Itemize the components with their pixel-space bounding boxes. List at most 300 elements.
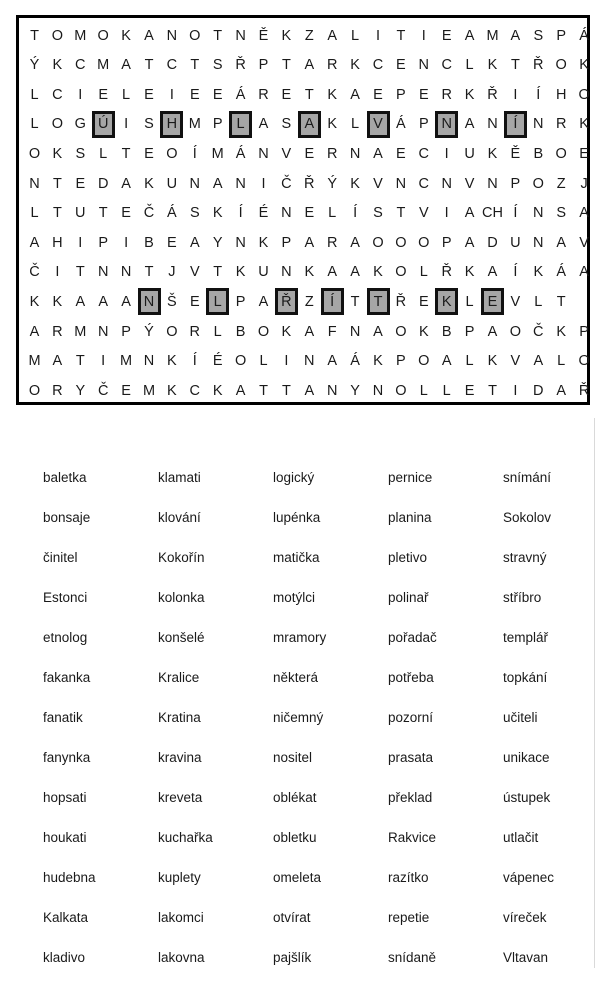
grid-cell[interactable]: N	[372, 382, 384, 399]
grid-cell[interactable]: P	[281, 234, 292, 251]
grid-cell[interactable]: C	[441, 57, 452, 74]
grid-cell[interactable]: G	[74, 116, 86, 133]
grid-cell[interactable]: J	[168, 264, 176, 281]
grid-cell[interactable]: K	[167, 382, 177, 399]
grid-cell[interactable]: S	[189, 205, 200, 222]
grid-cell[interactable]: A	[350, 86, 360, 103]
grid-cell[interactable]: T	[144, 264, 154, 281]
highlighted-grid-cell[interactable]: N	[138, 288, 161, 315]
grid-cell[interactable]: P	[396, 86, 406, 103]
grid-cell[interactable]: E	[189, 86, 200, 103]
grid-cell[interactable]: F	[327, 323, 337, 340]
grid-cell[interactable]: T	[396, 27, 406, 44]
grid-cell[interactable]: A	[556, 234, 567, 251]
grid-cell[interactable]: L	[30, 116, 39, 133]
grid-cell[interactable]: Í	[192, 145, 197, 162]
grid-cell[interactable]: M	[188, 116, 201, 133]
grid-cell[interactable]: T	[121, 145, 131, 162]
grid-cell[interactable]: M	[120, 353, 133, 370]
grid-cell[interactable]: L	[351, 116, 360, 133]
grid-cell[interactable]: S	[144, 116, 154, 133]
grid-cell[interactable]: T	[488, 382, 497, 399]
grid-cell[interactable]: A	[464, 116, 475, 133]
grid-cell[interactable]: V	[281, 145, 292, 162]
grid-cell[interactable]: E	[304, 145, 315, 162]
grid-cell[interactable]: Č	[281, 175, 292, 192]
grid-cell[interactable]: I	[375, 27, 381, 44]
grid-cell[interactable]: L	[534, 293, 543, 310]
grid-cell[interactable]: U	[258, 264, 269, 281]
grid-cell[interactable]: K	[373, 353, 383, 370]
grid-cell[interactable]: L	[122, 86, 131, 103]
grid-cell[interactable]: E	[441, 27, 452, 44]
grid-cell[interactable]: P	[121, 323, 131, 340]
grid-cell[interactable]: K	[29, 293, 40, 310]
grid-cell[interactable]: Y	[75, 382, 86, 399]
grid-cell[interactable]: J	[580, 175, 588, 192]
grid-cell[interactable]: I	[169, 86, 174, 103]
grid-cell[interactable]: A	[258, 116, 269, 133]
grid-cell[interactable]: N	[418, 57, 430, 74]
grid-cell[interactable]: E	[579, 145, 589, 162]
grid-cell[interactable]: N	[166, 27, 178, 44]
grid-cell[interactable]: E	[304, 205, 315, 222]
grid-cell[interactable]: L	[465, 293, 474, 310]
grid-cell[interactable]: N	[120, 264, 132, 281]
grid-cell[interactable]: O	[418, 234, 430, 251]
grid-cell[interactable]: Í	[238, 205, 243, 222]
grid-cell[interactable]: C	[166, 57, 178, 74]
highlighted-grid-cell[interactable]: N	[435, 111, 458, 138]
grid-cell[interactable]: R	[52, 382, 63, 399]
grid-cell[interactable]: Č	[29, 264, 40, 281]
grid-cell[interactable]: T	[259, 382, 268, 399]
grid-cell[interactable]: E	[396, 145, 406, 162]
grid-cell[interactable]: Í	[513, 205, 518, 222]
grid-cell[interactable]: K	[327, 86, 338, 103]
grid-cell[interactable]: O	[578, 353, 590, 370]
grid-cell[interactable]: É	[258, 205, 269, 222]
grid-cell[interactable]: N	[487, 175, 498, 192]
grid-cell[interactable]: C	[52, 86, 63, 103]
grid-cell[interactable]: P	[98, 234, 109, 251]
grid-cell[interactable]: S	[212, 57, 223, 74]
grid-cell[interactable]: N	[395, 175, 407, 192]
grid-cell[interactable]: O	[395, 234, 407, 251]
grid-cell[interactable]: N	[235, 234, 246, 251]
grid-cell[interactable]: T	[281, 382, 291, 399]
grid-cell[interactable]: R	[189, 323, 201, 340]
grid-cell[interactable]: T	[190, 57, 200, 74]
grid-cell[interactable]: C	[372, 57, 384, 74]
grid-cell[interactable]: Á	[579, 27, 589, 44]
grid-cell[interactable]: Ř	[395, 293, 407, 310]
grid-cell[interactable]: N	[235, 175, 246, 192]
grid-cell[interactable]: M	[142, 382, 156, 399]
grid-cell[interactable]: K	[464, 86, 475, 103]
grid-cell[interactable]: P	[418, 116, 429, 133]
grid-cell[interactable]: P	[212, 116, 223, 133]
grid-cell[interactable]: U	[510, 234, 521, 251]
grid-cell[interactable]: K	[281, 323, 292, 340]
grid-cell[interactable]: Č	[97, 382, 109, 399]
highlighted-grid-cell[interactable]: L	[229, 111, 252, 138]
grid-cell[interactable]: Í	[513, 264, 518, 281]
grid-cell[interactable]: U	[75, 205, 86, 222]
grid-cell[interactable]: I	[444, 205, 449, 222]
grid-cell[interactable]: A	[464, 27, 475, 44]
grid-cell[interactable]: T	[75, 353, 85, 370]
grid-cell[interactable]: L	[259, 353, 268, 370]
grid-cell[interactable]: Y	[350, 382, 360, 399]
grid-cell[interactable]: A	[533, 353, 544, 370]
grid-cell[interactable]: K	[235, 264, 246, 281]
grid-cell[interactable]: E	[75, 175, 86, 192]
grid-cell[interactable]: N	[349, 145, 361, 162]
grid-cell[interactable]: Ř	[304, 175, 315, 192]
grid-cell[interactable]: A	[29, 323, 40, 340]
grid-cell[interactable]: P	[510, 175, 521, 192]
grid-cell[interactable]: T	[213, 27, 223, 44]
grid-cell[interactable]: R	[52, 323, 63, 340]
grid-cell[interactable]: V	[373, 175, 383, 192]
grid-cell[interactable]: T	[98, 205, 108, 222]
grid-cell[interactable]: M	[97, 57, 110, 74]
highlighted-grid-cell[interactable]: H	[160, 111, 183, 138]
grid-cell[interactable]: A	[373, 323, 383, 340]
grid-cell[interactable]: A	[464, 205, 475, 222]
grid-cell[interactable]: Í	[536, 86, 541, 103]
grid-cell[interactable]: L	[419, 264, 428, 281]
grid-cell[interactable]: A	[327, 353, 338, 370]
grid-cell[interactable]: O	[578, 86, 590, 103]
grid-cell[interactable]: K	[212, 382, 223, 399]
grid-cell[interactable]: E	[121, 205, 131, 222]
grid-cell[interactable]: C	[418, 175, 430, 192]
grid-cell[interactable]: A	[52, 353, 63, 370]
grid-cell[interactable]: A	[327, 264, 338, 281]
grid-cell[interactable]: Ý	[327, 175, 338, 192]
grid-cell[interactable]: Í	[353, 205, 358, 222]
grid-cell[interactable]: O	[51, 27, 64, 44]
grid-cell[interactable]: B	[235, 323, 246, 340]
grid-cell[interactable]: K	[556, 323, 567, 340]
grid-cell[interactable]: B	[533, 145, 544, 162]
grid-cell[interactable]: R	[326, 234, 338, 251]
grid-cell[interactable]: E	[167, 234, 177, 251]
grid-cell[interactable]: P	[464, 323, 475, 340]
grid-cell[interactable]: N	[189, 175, 201, 192]
grid-cell[interactable]: K	[487, 145, 498, 162]
grid-cell[interactable]: O	[555, 57, 567, 74]
grid-cell[interactable]: S	[373, 205, 383, 222]
grid-cell[interactable]: C	[418, 145, 430, 162]
grid-cell[interactable]: N	[326, 382, 338, 399]
grid-cell[interactable]: O	[166, 323, 178, 340]
grid-cell[interactable]: Č	[533, 323, 544, 340]
grid-cell[interactable]: T	[144, 57, 154, 74]
grid-cell[interactable]: P	[556, 27, 567, 44]
grid-cell[interactable]: O	[257, 323, 270, 340]
grid-cell[interactable]: P	[441, 234, 452, 251]
grid-cell[interactable]: O	[234, 353, 247, 370]
grid-cell[interactable]: K	[350, 175, 360, 192]
grid-cell[interactable]: K	[52, 57, 63, 74]
grid-cell[interactable]: H	[52, 234, 63, 251]
grid-cell[interactable]: V	[189, 264, 200, 281]
grid-cell[interactable]: H	[555, 86, 567, 103]
grid-cell[interactable]: P	[258, 57, 269, 74]
grid-cell[interactable]: Ř	[235, 57, 246, 74]
grid-cell[interactable]: E	[98, 86, 109, 103]
grid-cell[interactable]: Á	[167, 205, 177, 222]
grid-cell[interactable]: R	[326, 57, 338, 74]
grid-cell[interactable]: Á	[396, 116, 406, 133]
grid-cell[interactable]: K	[144, 175, 154, 192]
grid-cell[interactable]: S	[556, 205, 567, 222]
grid-cell[interactable]: N	[97, 323, 109, 340]
grid-cell[interactable]: T	[304, 86, 314, 103]
grid-cell[interactable]: Ř	[533, 57, 544, 74]
grid-cell[interactable]: E	[418, 86, 429, 103]
grid-cell[interactable]: I	[101, 353, 106, 370]
grid-cell[interactable]: T	[281, 57, 291, 74]
grid-cell[interactable]: I	[284, 353, 289, 370]
grid-cell[interactable]: A	[487, 264, 498, 281]
grid-cell[interactable]: T	[30, 27, 39, 44]
grid-cell[interactable]: E	[144, 86, 154, 103]
grid-cell[interactable]: O	[395, 382, 407, 399]
grid-cell[interactable]: K	[464, 264, 475, 281]
grid-cell[interactable]: U	[464, 145, 475, 162]
grid-cell[interactable]: N	[29, 175, 40, 192]
grid-cell[interactable]: A	[189, 234, 200, 251]
grid-cell[interactable]: A	[464, 234, 475, 251]
grid-cell[interactable]: O	[555, 145, 567, 162]
grid-cell[interactable]: L	[351, 27, 360, 44]
grid-cell[interactable]: T	[52, 205, 62, 222]
grid-cell[interactable]: K	[304, 264, 315, 281]
grid-cell[interactable]: O	[28, 382, 41, 399]
grid-cell[interactable]: T	[350, 293, 360, 310]
grid-cell[interactable]: I	[78, 234, 83, 251]
grid-cell[interactable]: A	[350, 234, 360, 251]
grid-cell[interactable]: I	[124, 116, 129, 133]
grid-cell[interactable]: E	[373, 86, 383, 103]
grid-cell[interactable]: A	[235, 382, 246, 399]
grid-cell[interactable]: Ě	[510, 145, 521, 162]
grid-cell[interactable]: M	[211, 145, 224, 162]
grid-cell[interactable]: C	[189, 382, 201, 399]
grid-cell[interactable]: K	[487, 353, 498, 370]
grid-cell[interactable]: K	[418, 323, 429, 340]
grid-cell[interactable]: K	[373, 264, 383, 281]
grid-cell[interactable]: I	[55, 264, 60, 281]
grid-cell[interactable]: V	[510, 353, 521, 370]
grid-cell[interactable]: A	[350, 264, 360, 281]
grid-cell[interactable]: O	[28, 145, 41, 162]
grid-cell[interactable]: I	[421, 27, 426, 44]
grid-cell[interactable]: A	[144, 27, 154, 44]
grid-cell[interactable]: Á	[235, 86, 246, 103]
grid-cell[interactable]: Š	[167, 293, 177, 310]
grid-cell[interactable]: A	[258, 293, 269, 310]
grid-cell[interactable]: N	[304, 353, 315, 370]
grid-cell[interactable]: U	[166, 175, 178, 192]
grid-cell[interactable]: A	[373, 145, 383, 162]
grid-cell[interactable]: M	[74, 27, 87, 44]
grid-cell[interactable]: O	[395, 264, 407, 281]
grid-cell[interactable]: I	[124, 234, 129, 251]
grid-cell[interactable]: R	[326, 145, 338, 162]
grid-cell[interactable]: A	[304, 382, 315, 399]
grid-cell[interactable]: T	[52, 175, 62, 192]
grid-cell[interactable]: M	[486, 27, 499, 44]
grid-cell[interactable]: K	[533, 264, 544, 281]
grid-cell[interactable]: V	[464, 175, 475, 192]
grid-cell[interactable]: Ř	[578, 382, 590, 399]
grid-cell[interactable]: V	[579, 234, 589, 251]
grid-cell[interactable]: Í	[192, 353, 197, 370]
grid-cell[interactable]: P	[396, 353, 406, 370]
grid-cell[interactable]: L	[465, 353, 474, 370]
grid-cell[interactable]: K	[579, 116, 589, 133]
grid-cell[interactable]: K	[121, 27, 131, 44]
grid-cell[interactable]: N	[487, 116, 498, 133]
grid-cell[interactable]: A	[487, 323, 498, 340]
grid-cell[interactable]: C	[75, 57, 86, 74]
grid-cell[interactable]: O	[166, 145, 178, 162]
grid-cell[interactable]: L	[99, 145, 108, 162]
grid-cell[interactable]: Ě	[258, 27, 269, 44]
grid-cell[interactable]: M	[28, 353, 41, 370]
grid-cell[interactable]: N	[281, 264, 292, 281]
grid-cell[interactable]: K	[52, 145, 63, 162]
highlighted-grid-cell[interactable]: Í	[321, 288, 344, 315]
grid-cell[interactable]: CH	[482, 205, 503, 222]
grid-cell[interactable]: K	[327, 116, 338, 133]
grid-cell[interactable]: B	[144, 234, 154, 251]
grid-cell[interactable]: L	[419, 382, 428, 399]
grid-cell[interactable]: A	[510, 27, 521, 44]
grid-cell[interactable]: Á	[350, 353, 360, 370]
grid-cell[interactable]: E	[464, 382, 475, 399]
grid-cell[interactable]: S	[281, 116, 292, 133]
grid-cell[interactable]: A	[579, 264, 589, 281]
grid-cell[interactable]: K	[579, 57, 589, 74]
grid-cell[interactable]: Z	[556, 175, 566, 192]
grid-cell[interactable]: V	[510, 293, 521, 310]
highlighted-grid-cell[interactable]: T	[367, 288, 390, 315]
grid-cell[interactable]: P	[235, 293, 246, 310]
grid-cell[interactable]: K	[350, 57, 360, 74]
grid-cell[interactable]: I	[513, 86, 518, 103]
grid-cell[interactable]: K	[281, 27, 292, 44]
grid-cell[interactable]: L	[465, 57, 474, 74]
grid-cell[interactable]: V	[418, 205, 429, 222]
grid-cell[interactable]: E	[189, 293, 200, 310]
grid-cell[interactable]: S	[533, 27, 544, 44]
grid-cell[interactable]: O	[372, 234, 384, 251]
grid-cell[interactable]: P	[579, 323, 589, 340]
grid-cell[interactable]: Y	[212, 234, 223, 251]
grid-cell[interactable]: Z	[304, 27, 314, 44]
grid-cell[interactable]: É	[212, 353, 223, 370]
grid-cell[interactable]: K	[487, 57, 498, 74]
grid-cell[interactable]: N	[533, 116, 544, 133]
grid-cell[interactable]: I	[261, 175, 266, 192]
grid-cell[interactable]: N	[533, 205, 544, 222]
grid-cell[interactable]: O	[189, 27, 201, 44]
grid-cell[interactable]: Ř	[487, 86, 498, 103]
grid-cell[interactable]: A	[327, 27, 338, 44]
grid-cell[interactable]: K	[52, 293, 63, 310]
grid-cell[interactable]: Ř	[441, 264, 452, 281]
grid-cell[interactable]: O	[97, 27, 109, 44]
grid-cell[interactable]: L	[442, 382, 451, 399]
grid-cell[interactable]: T	[510, 57, 520, 74]
grid-cell[interactable]: L	[213, 323, 222, 340]
grid-cell[interactable]: L	[30, 86, 39, 103]
highlighted-grid-cell[interactable]: Ř	[275, 288, 298, 315]
grid-cell[interactable]: E	[144, 145, 154, 162]
grid-cell[interactable]: E	[396, 57, 406, 74]
highlighted-grid-cell[interactable]: K	[435, 288, 458, 315]
grid-cell[interactable]: E	[212, 86, 223, 103]
grid-cell[interactable]: O	[51, 116, 64, 133]
grid-cell[interactable]: O	[532, 175, 544, 192]
grid-cell[interactable]: A	[98, 293, 109, 310]
grid-cell[interactable]: O	[395, 323, 407, 340]
grid-cell[interactable]: M	[74, 323, 87, 340]
grid-cell[interactable]: L	[328, 205, 337, 222]
grid-cell[interactable]: D	[533, 382, 544, 399]
highlighted-grid-cell[interactable]: Í	[504, 111, 527, 138]
grid-cell[interactable]: I	[78, 86, 83, 103]
grid-cell[interactable]: A	[304, 57, 315, 74]
grid-cell[interactable]: A	[121, 57, 131, 74]
grid-cell[interactable]: N	[258, 145, 269, 162]
grid-cell[interactable]: A	[121, 175, 131, 192]
grid-cell[interactable]: B	[441, 323, 452, 340]
grid-cell[interactable]: E	[281, 86, 292, 103]
grid-cell[interactable]: N	[97, 264, 109, 281]
grid-cell[interactable]: R	[441, 86, 452, 103]
grid-cell[interactable]: T	[556, 293, 566, 310]
highlighted-grid-cell[interactable]: L	[206, 288, 229, 315]
grid-cell[interactable]: A	[441, 353, 452, 370]
grid-cell[interactable]: A	[75, 293, 86, 310]
grid-cell[interactable]: I	[513, 382, 518, 399]
highlighted-grid-cell[interactable]: V	[367, 111, 390, 138]
grid-cell[interactable]: K	[212, 205, 223, 222]
grid-cell[interactable]: L	[30, 205, 39, 222]
grid-cell[interactable]: Á	[235, 145, 246, 162]
grid-cell[interactable]: N	[349, 323, 361, 340]
grid-cell[interactable]: A	[212, 175, 223, 192]
grid-cell[interactable]: O	[509, 323, 522, 340]
grid-cell[interactable]: R	[258, 86, 269, 103]
grid-cell[interactable]: R	[555, 116, 567, 133]
highlighted-grid-cell[interactable]: A	[298, 111, 321, 138]
grid-cell[interactable]: T	[396, 205, 406, 222]
grid-cell[interactable]: E	[418, 293, 429, 310]
grid-cell[interactable]: Č	[143, 205, 155, 222]
grid-cell[interactable]: T	[213, 264, 223, 281]
grid-cell[interactable]: N	[533, 234, 544, 251]
grid-cell[interactable]: Á	[556, 264, 567, 281]
grid-cell[interactable]: A	[121, 293, 131, 310]
